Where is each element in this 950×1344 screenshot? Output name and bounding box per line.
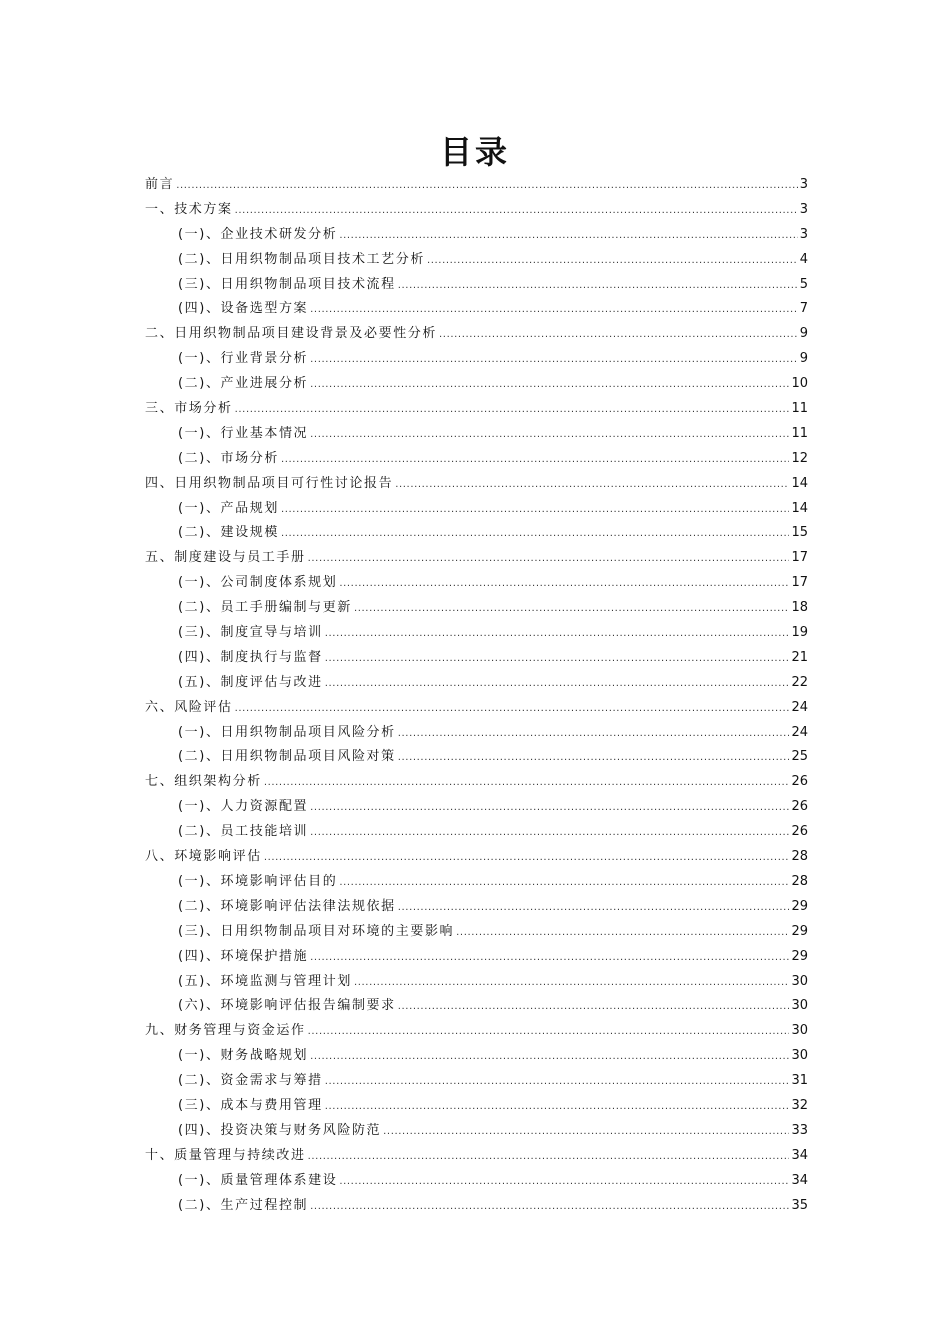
toc-entry-page-number: 30 [791, 1023, 808, 1039]
toc-entry-label: (一)、产品规划 [178, 500, 279, 516]
toc-entry[interactable] [145, 870, 808, 895]
toc-entry[interactable] [145, 472, 808, 497]
toc-entry-label: 四、日用织物制品项目可行性讨论报告 [145, 475, 394, 491]
toc-entry-page-number: 33 [791, 1122, 808, 1138]
toc-entry-page-number: 11 [791, 425, 808, 441]
toc-entry-label: (二)、环境影响评估法律法规依据 [178, 898, 396, 914]
toc-dot-leader [310, 820, 789, 845]
toc-entry-label: (一)、日用织物制品项目风险分析 [178, 724, 396, 740]
toc-entry[interactable] [145, 970, 808, 995]
toc-entry-page-number: 32 [791, 1097, 808, 1113]
toc-entry-page-number: 22 [791, 674, 808, 690]
toc-dot-leader [395, 472, 789, 497]
toc-entry-label: 三、市场分析 [145, 401, 233, 417]
toc-entry-label: (三)、日用织物制品项目对环境的主要影响 [178, 923, 455, 939]
toc-entry-label: (二)、产业进展分析 [178, 376, 309, 392]
toc-entry-label: 前言 [145, 177, 175, 192]
toc-dot-leader [339, 1169, 789, 1194]
toc-entry[interactable] [145, 770, 808, 795]
toc-entry-label: (一)、公司制度体系规划 [178, 575, 338, 591]
toc-entry[interactable] [145, 497, 808, 522]
toc-entry-label: (三)、日用织物制品项目技术流程 [178, 276, 396, 292]
toc-entry-page-number: 3 [799, 201, 808, 217]
toc-entry-label: (二)、生产过程控制 [178, 1197, 309, 1213]
toc-entry-page-number: 34 [791, 1172, 808, 1188]
toc-entry[interactable] [145, 1094, 808, 1119]
toc-entry[interactable] [145, 820, 808, 845]
toc-entry-label: (三)、成本与费用管理 [178, 1097, 323, 1113]
toc-entry-label: (二)、日用织物制品项目风险对策 [178, 749, 396, 765]
toc-dot-leader [310, 422, 789, 447]
toc-entry-page-number: 26 [791, 774, 808, 790]
table-of-contents [145, 173, 808, 1218]
toc-entry-page-number: 29 [791, 898, 808, 914]
toc-entry-label: (一)、环境影响评估目的 [178, 873, 338, 889]
toc-entry-label: (四)、投资决策与财务风险防范 [178, 1122, 382, 1138]
toc-dot-leader [427, 248, 798, 273]
toc-dot-leader [354, 596, 790, 621]
toc-entry-page-number: 29 [791, 923, 808, 939]
toc-entry-page-number: 30 [791, 1048, 808, 1064]
toc-dot-leader [308, 546, 790, 571]
toc-dot-leader [325, 646, 790, 671]
toc-entry-label: (五)、环境监测与管理计划 [178, 973, 352, 989]
toc-entry-label: (六)、环境影响评估报告编制要求 [178, 998, 396, 1014]
toc-entry[interactable] [145, 945, 808, 970]
toc-dot-leader [325, 621, 790, 646]
toc-entry-label: (一)、质量管理体系建设 [178, 1172, 338, 1188]
toc-entry[interactable] [145, 596, 808, 621]
toc-entry-page-number: 19 [791, 625, 808, 641]
toc-entry[interactable] [145, 422, 808, 447]
toc-dot-leader [310, 1194, 789, 1219]
toc-dot-leader [235, 198, 798, 223]
toc-dot-leader [310, 795, 789, 820]
toc-entry-page-number: 30 [791, 973, 808, 989]
toc-dot-leader [235, 696, 790, 721]
toc-entry[interactable] [145, 372, 808, 397]
toc-dot-leader [339, 223, 797, 248]
toc-entry-page-number: 31 [791, 1073, 808, 1089]
toc-entry-page-number: 18 [791, 600, 808, 616]
toc-dot-leader [339, 571, 789, 596]
toc-entry-label: (一)、行业背景分析 [178, 351, 309, 367]
toc-entry[interactable] [145, 546, 808, 571]
toc-entry-page-number: 25 [791, 749, 808, 765]
toc-entry[interactable] [145, 1194, 808, 1219]
toc-entry[interactable] [145, 521, 808, 546]
toc-entry-label: (四)、环境保护措施 [178, 948, 309, 964]
toc-entry[interactable] [145, 795, 808, 820]
toc-entry[interactable] [145, 273, 808, 298]
toc-entry[interactable] [145, 447, 808, 472]
toc-entry-label: (二)、资金需求与筹措 [178, 1073, 323, 1089]
toc-dot-leader [264, 770, 790, 795]
toc-entry[interactable] [145, 1144, 808, 1169]
toc-entry-page-number: 14 [791, 475, 808, 491]
toc-dot-leader [310, 372, 789, 397]
toc-entry[interactable] [145, 920, 808, 945]
toc-entry[interactable] [145, 696, 808, 721]
toc-entry-page-number: 15 [791, 525, 808, 541]
toc-dot-leader [325, 671, 790, 696]
toc-dot-leader [398, 721, 790, 746]
toc-dot-leader [308, 1144, 790, 1169]
toc-dot-leader [398, 895, 790, 920]
toc-entry-label: (二)、日用织物制品项目技术工艺分析 [178, 251, 425, 267]
toc-entry-label: 十、质量管理与持续改进 [145, 1147, 306, 1163]
toc-entry-page-number: 35 [791, 1197, 808, 1213]
toc-entry-label: (四)、设备选型方案 [178, 301, 309, 317]
toc-entry-page-number: 17 [791, 550, 808, 566]
toc-entry-label: 八、环境影响评估 [145, 849, 262, 865]
toc-entry-page-number: 28 [791, 849, 808, 865]
toc-dot-leader [383, 1119, 789, 1144]
toc-entry[interactable] [145, 322, 808, 347]
toc-entry-page-number: 9 [799, 351, 808, 367]
toc-dot-leader [310, 1044, 789, 1069]
toc-dot-leader [325, 1094, 790, 1119]
toc-dot-leader [354, 970, 790, 995]
toc-dot-leader [456, 920, 789, 945]
toc-dot-leader [439, 322, 798, 347]
toc-dot-leader [310, 945, 789, 970]
toc-entry-label: (二)、市场分析 [178, 450, 279, 466]
toc-entry-label: 六、风险评估 [145, 699, 233, 715]
toc-entry-page-number: 14 [791, 500, 808, 516]
toc-entry[interactable] [145, 994, 808, 1019]
toc-entry[interactable] [145, 347, 808, 372]
toc-entry-label: 一、技术方案 [145, 201, 233, 217]
toc-entry[interactable] [145, 397, 808, 422]
toc-entry[interactable] [145, 571, 808, 596]
toc-entry-page-number: 28 [791, 873, 808, 889]
toc-entry-label: (二)、员工手册编制与更新 [178, 600, 352, 616]
toc-dot-leader [281, 447, 790, 472]
toc-dot-leader [325, 1069, 790, 1094]
toc-dot-leader [308, 1019, 790, 1044]
toc-entry-label: (二)、建设规模 [178, 525, 279, 541]
toc-dot-leader [176, 173, 798, 198]
toc-entry-page-number: 29 [791, 948, 808, 964]
toc-entry-label: 五、制度建设与员工手册 [145, 550, 306, 566]
toc-dot-leader [235, 397, 790, 422]
toc-entry[interactable] [145, 1069, 808, 1094]
toc-entry-page-number: 3 [799, 177, 808, 192]
toc-dot-leader [264, 845, 790, 870]
toc-entry-label: (四)、制度执行与监督 [178, 649, 323, 665]
toc-entry[interactable] [145, 1044, 808, 1069]
toc-entry[interactable] [145, 1169, 808, 1194]
toc-entry-page-number: 5 [799, 276, 808, 292]
toc-entry-page-number: 7 [799, 301, 808, 317]
toc-entry-page-number: 17 [791, 575, 808, 591]
toc-entry[interactable] [145, 646, 808, 671]
toc-dot-leader [398, 994, 790, 1019]
toc-dot-leader [310, 297, 798, 322]
toc-entry-label: 七、组织架构分析 [145, 774, 262, 790]
toc-entry[interactable] [145, 223, 808, 248]
toc-entry-page-number: 24 [791, 724, 808, 740]
toc-entry-page-number: 9 [799, 326, 808, 342]
toc-entry-label: (二)、员工技能培训 [178, 824, 309, 840]
toc-dot-leader [310, 347, 798, 372]
page-title: 目录 [439, 133, 510, 171]
toc-entry-label: 二、日用织物制品项目建设背景及必要性分析 [145, 326, 438, 342]
toc-entry-page-number: 34 [791, 1147, 808, 1163]
toc-entry-label: (一)、财务战略规划 [178, 1048, 309, 1064]
toc-entry[interactable] [145, 895, 808, 920]
toc-entry-label: (一)、人力资源配置 [178, 799, 309, 815]
toc-entry[interactable] [145, 845, 808, 870]
toc-entry[interactable] [145, 297, 808, 322]
toc-entry-page-number: 21 [791, 649, 808, 665]
toc-entry[interactable] [145, 1019, 808, 1044]
toc-dot-leader [339, 870, 789, 895]
toc-entry[interactable] [145, 721, 808, 746]
toc-dot-leader [281, 497, 790, 522]
toc-entry[interactable] [145, 1119, 808, 1144]
toc-entry-page-number: 11 [791, 401, 808, 417]
toc-dot-leader [398, 745, 790, 770]
toc-entry-label: (一)、企业技术研发分析 [178, 226, 338, 242]
toc-dot-leader [281, 521, 790, 546]
toc-entry-label: (三)、制度宣导与培训 [178, 625, 323, 641]
toc-entry[interactable] [145, 198, 808, 223]
toc-entry-page-number: 3 [799, 226, 808, 242]
toc-entry[interactable] [145, 173, 808, 198]
toc-entry-page-number: 26 [791, 799, 808, 815]
toc-entry[interactable] [145, 621, 808, 646]
toc-entry-page-number: 30 [791, 998, 808, 1014]
toc-entry-page-number: 26 [791, 824, 808, 840]
toc-entry-page-number: 24 [791, 699, 808, 715]
toc-dot-leader [398, 273, 798, 298]
toc-entry[interactable] [145, 745, 808, 770]
toc-entry-page-number: 4 [799, 251, 808, 267]
toc-entry-page-number: 12 [791, 450, 808, 466]
toc-entry-page-number: 10 [791, 376, 808, 392]
toc-entry-label: (一)、行业基本情况 [178, 425, 309, 441]
toc-entry-label: 九、财务管理与资金运作 [145, 1023, 306, 1039]
toc-entry-label: (五)、制度评估与改进 [178, 674, 323, 690]
toc-entry[interactable] [145, 671, 808, 696]
toc-entry[interactable] [145, 248, 808, 273]
